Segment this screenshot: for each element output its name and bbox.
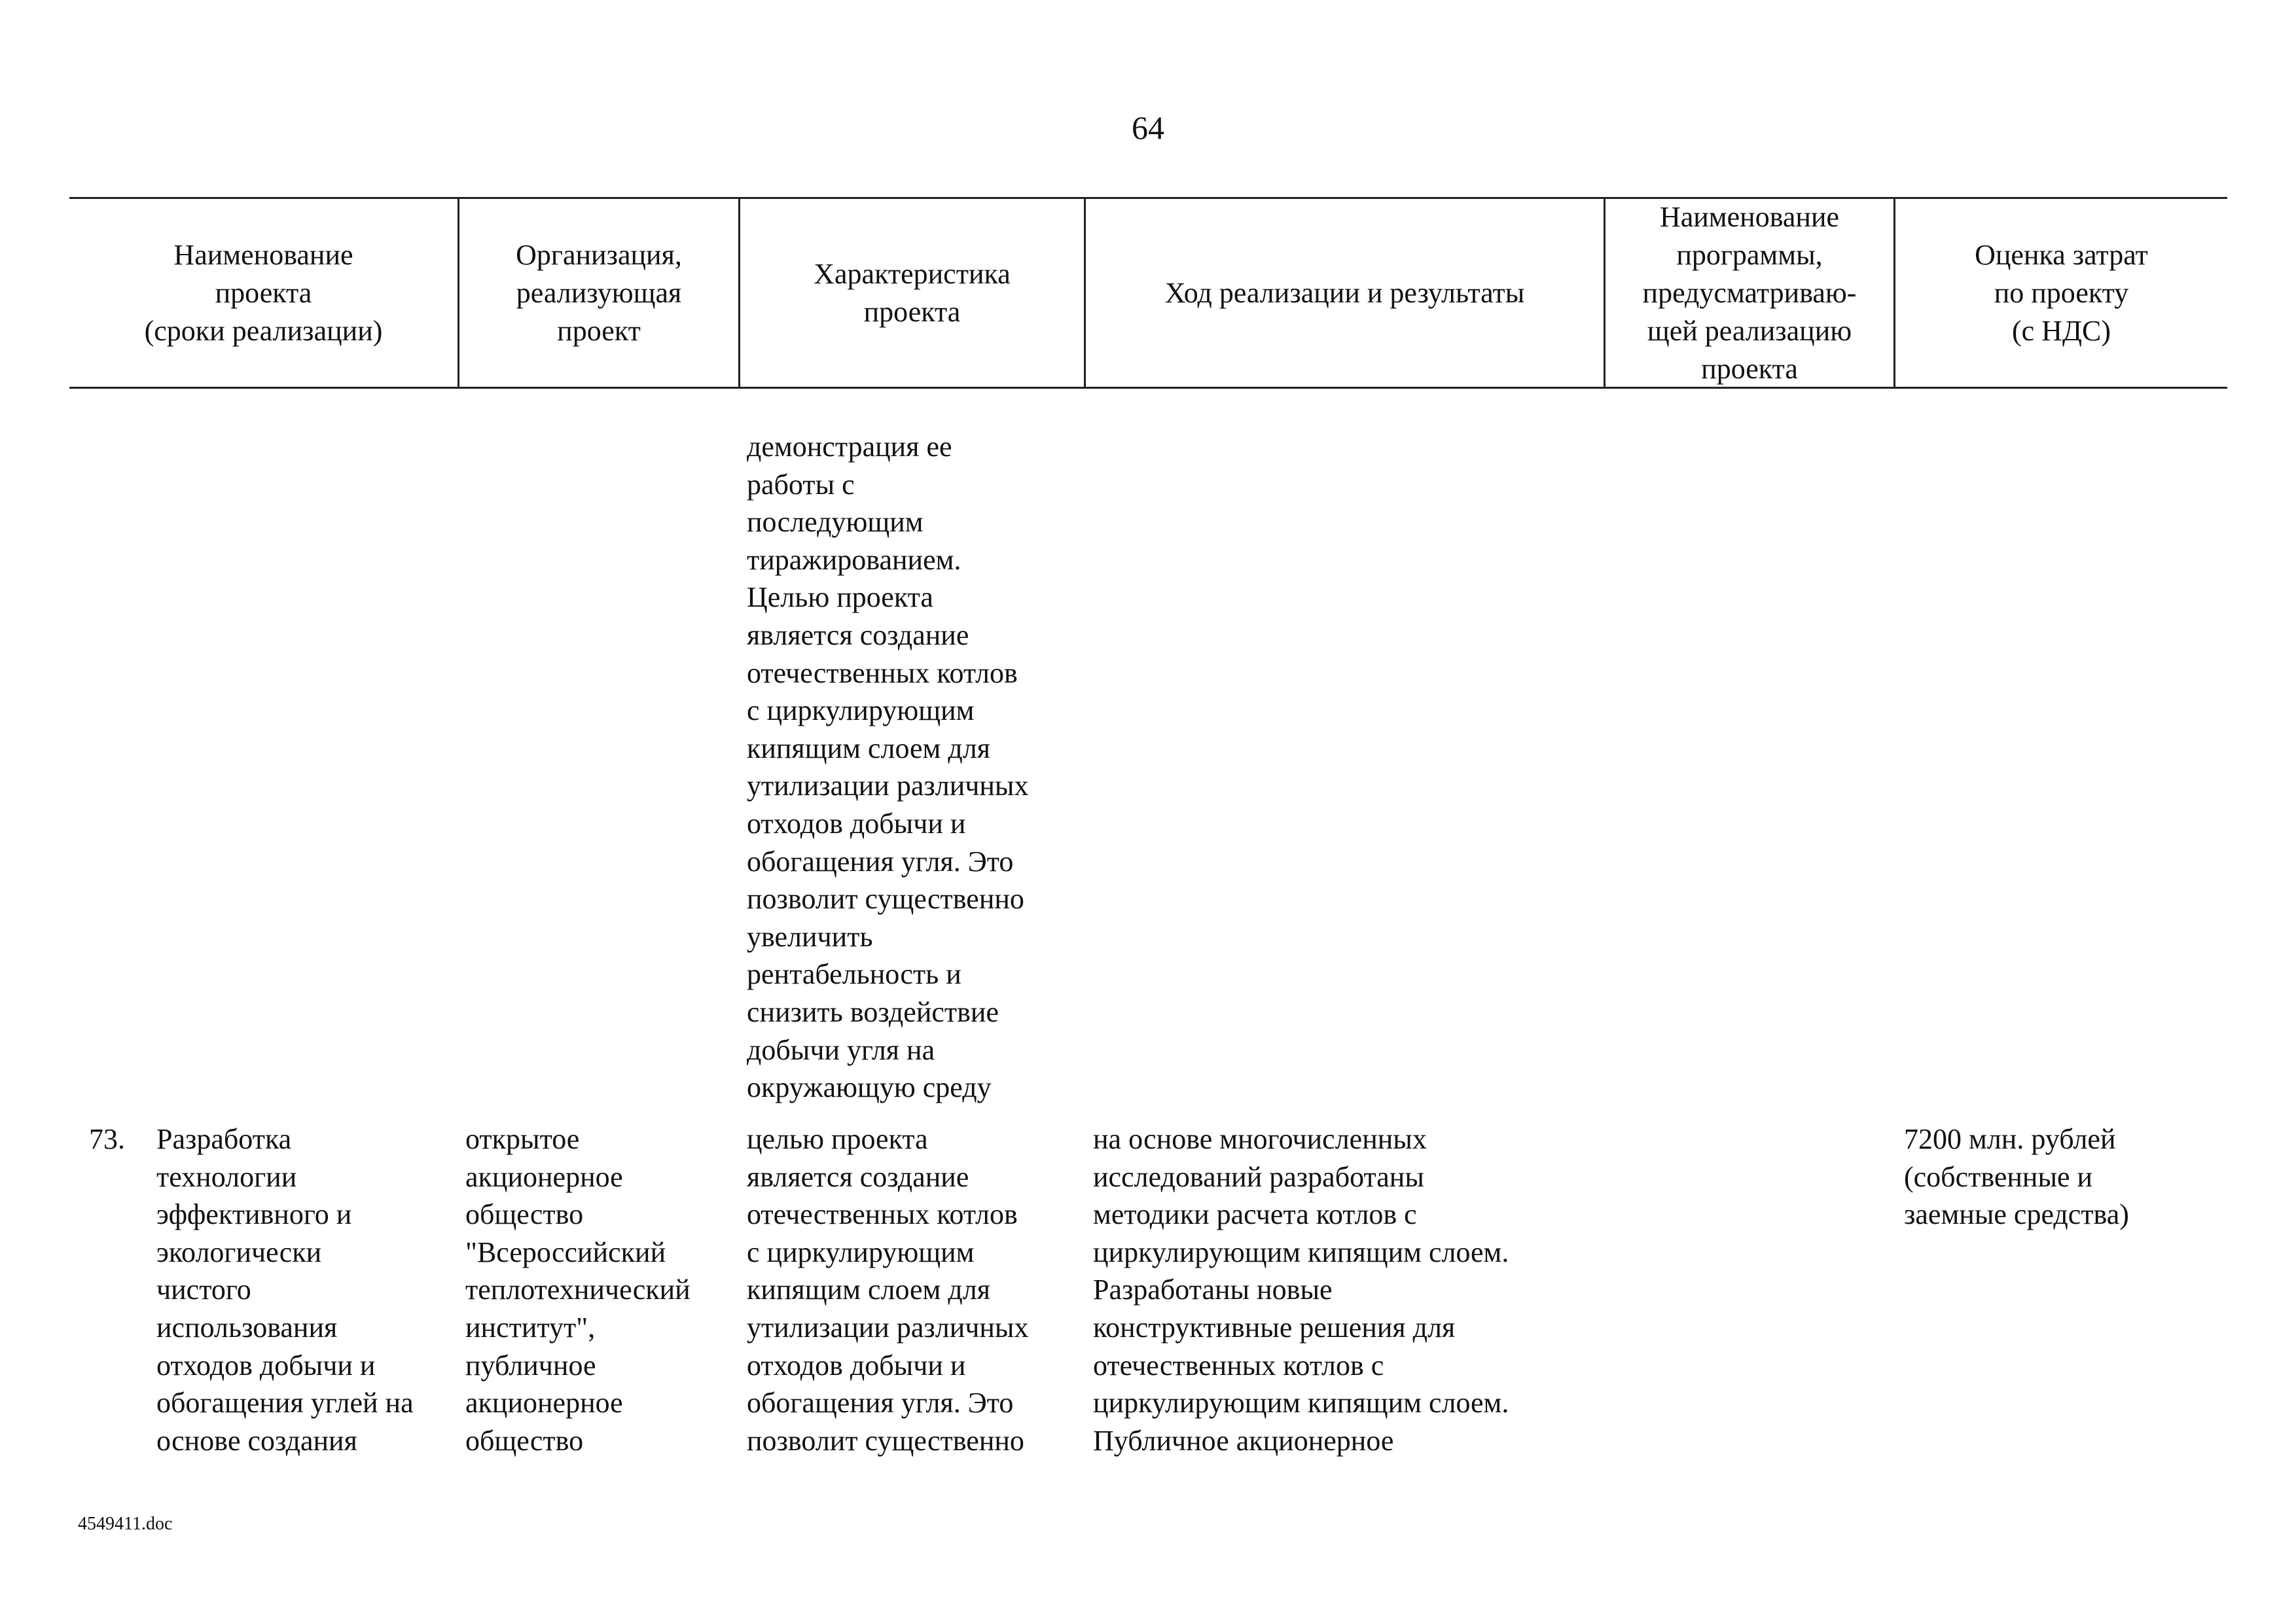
row-cost: 7200 млн. рублей (собственные и заемные средства) xyxy=(1904,1123,2129,1231)
row-number: 73. xyxy=(89,1123,125,1155)
document-footer-filename: 4549411.doc xyxy=(78,1514,173,1534)
row-progress: на основе многочисленных исследований разработаны методики расчета котлов с циркулирующим кипящим слоем. Разработаны новые конструктивные решения для отечественных котлов с циркулирующим кипящим слоем. Публичное акционерное xyxy=(1093,1123,1509,1457)
header-project-name: Наименование проекта (сроки реализации) xyxy=(144,238,383,347)
row-characteristic: целью проекта является создание отечественных котлов с циркулирующим кипящим слоем для утилизации различных отходов добычи и обогащения угля. Это позволит существенно xyxy=(747,1123,1029,1457)
continuation-characteristic-cell: демонстрация ее работы с последующим тиражированием. Целью проекта является создание отечественных котлов с циркулирующим кипящим слоем для утилизации различных отходов добычи и обогащения угля. Это позволит существенно увеличить рентабельность и снизить воздействие добычи угля на окружающую среду xyxy=(747,431,1029,1104)
header-program: Наименование программы, предусматриваю- щей реализацию проекта xyxy=(1642,200,1857,385)
row-organization: открытое акционерное общество "Всероссийский теплотехнический институт", публичное акционерное общество xyxy=(465,1123,691,1457)
header-progress: Ход реализации и результаты xyxy=(1164,276,1525,309)
table-header-bottom-rule xyxy=(69,387,2227,389)
header-characteristic: Характеристика проекта xyxy=(814,257,1011,328)
page-number: 64 xyxy=(1132,109,1164,146)
header-cost: Оценка затрат по проекту (с НДС) xyxy=(1975,238,2148,347)
row-project-name: Разработка технологии эффективного и экологически чистого использования отходов добычи и обогащения углей на основe создания xyxy=(156,1123,414,1457)
header-organization: Организация, реализующая проект xyxy=(516,238,682,347)
